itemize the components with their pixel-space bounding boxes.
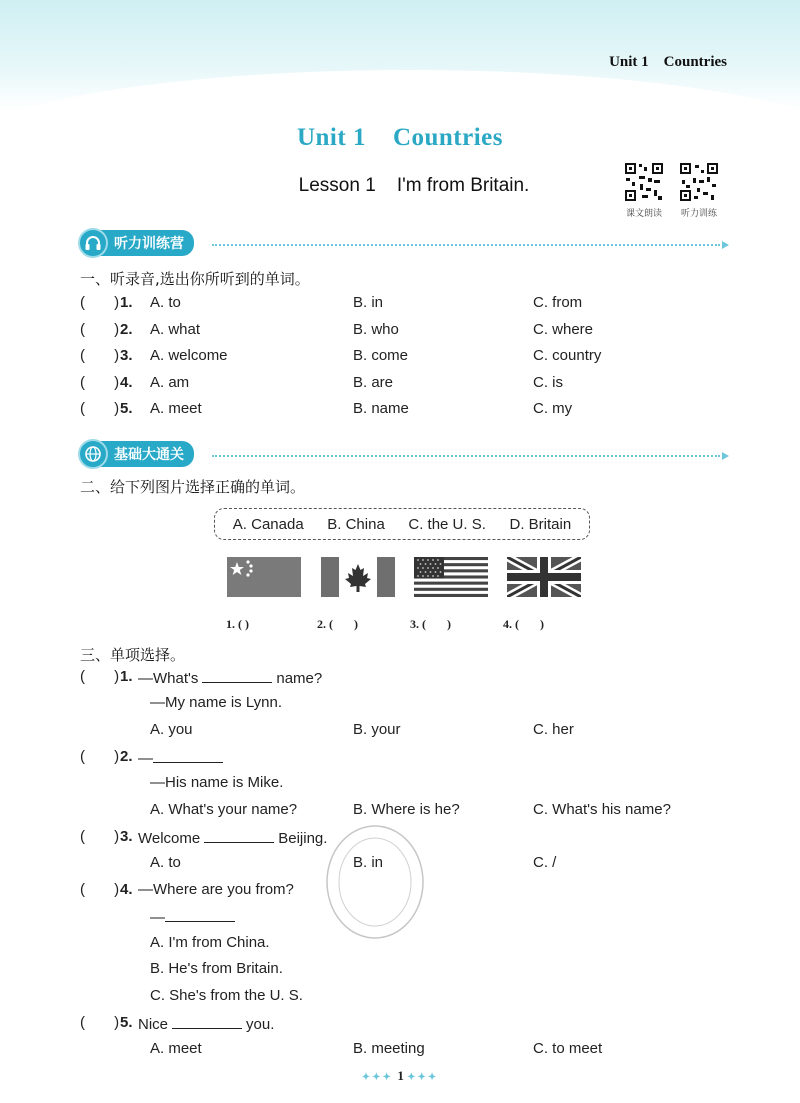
option-a: A. welcome <box>150 347 228 364</box>
page-number <box>0 1068 800 1084</box>
reply-line <box>150 907 239 926</box>
item-number: 2. <box>120 321 133 338</box>
question-2-options <box>80 801 730 821</box>
question-number: 5. <box>120 1014 133 1031</box>
question-text <box>138 1014 274 1033</box>
part1-item <box>80 321 730 341</box>
question-number: 2. <box>120 748 133 765</box>
fill-blank[interactable] <box>153 748 223 763</box>
option-a: A. to <box>150 854 181 871</box>
unit-title: Unit 1 Countries <box>296 124 504 151</box>
item-number: 4. <box>120 374 133 391</box>
answer-blank[interactable]: ( ) <box>80 668 120 685</box>
question-text <box>138 748 227 767</box>
qr-label-listening: 听力训练 <box>680 209 717 219</box>
option-a: A. meet <box>150 1040 202 1057</box>
fill-blank[interactable] <box>165 907 235 922</box>
question-number: 3. <box>120 828 133 845</box>
china-flag-icon <box>227 557 301 597</box>
answer-blank[interactable]: ( ) <box>80 828 120 845</box>
option-a: A. what <box>150 321 201 338</box>
option-b: B. name <box>353 400 409 417</box>
question-prefix: Welcome <box>138 830 201 847</box>
option-b: B. are <box>353 374 394 391</box>
part1-heading: 一、听录音,选出你所听到的单词。 <box>80 270 310 288</box>
page-number-value: 1 <box>397 1068 404 1083</box>
usa-flag-icon <box>414 557 488 597</box>
option-a: A. to <box>150 294 181 311</box>
question-suffix: you. <box>246 1016 275 1033</box>
running-header: Unit 1 Countries <box>609 54 727 70</box>
uk-flag-icon <box>507 557 581 597</box>
section-divider <box>212 455 720 457</box>
question-5-options <box>80 1040 730 1060</box>
answer-blank[interactable]: ( ) <box>80 374 120 391</box>
item-number: 5. <box>120 400 133 417</box>
option-b: B. in <box>353 854 384 871</box>
flag-answer-3[interactable]: 3. ( ) <box>410 617 451 631</box>
part1-item <box>80 374 730 394</box>
question-suffix: name? <box>276 670 323 687</box>
flag-answer-2[interactable]: 2. ( ) <box>317 617 358 631</box>
option-c: C. from <box>533 294 583 311</box>
question-5 <box>80 1014 730 1034</box>
fill-blank[interactable] <box>172 1014 242 1029</box>
watermark-stamp <box>320 820 430 950</box>
answer-blank[interactable]: ( ) <box>80 294 120 311</box>
headphones-icon <box>78 228 108 258</box>
option-b: B. meeting <box>353 1040 425 1057</box>
option-c: C. my <box>533 400 573 417</box>
section-divider <box>212 244 720 246</box>
listening-section-label: 听力训练营 <box>100 230 194 256</box>
question-prefix: —What's <box>138 670 199 687</box>
option-b: B. who <box>353 321 399 338</box>
option-b: B. He's from Britain. <box>150 960 283 977</box>
fill-blank[interactable] <box>202 668 272 683</box>
option-c: C. She's from the U. S. <box>150 987 303 1004</box>
listening-section-badge <box>78 230 194 256</box>
choice-b: B. China <box>327 515 385 533</box>
option-a: A. you <box>150 721 193 738</box>
question-1-options <box>80 721 730 741</box>
question-prefix: — <box>138 750 153 767</box>
lesson-title: Lesson 1 I'm from Britain. <box>298 175 530 196</box>
option-b: B. in <box>353 294 384 311</box>
answer-blank[interactable]: ( ) <box>80 748 120 765</box>
option-a: A. What's your name? <box>150 801 298 818</box>
decorative-stars-icon: ✦✦✦ <box>361 1072 398 1083</box>
divider-arrow-icon <box>722 241 729 249</box>
part1-item <box>80 347 730 367</box>
question-text: —Where are you from? <box>138 881 294 898</box>
question-1-reply <box>80 694 730 714</box>
option-a: A. I'm from China. <box>150 934 270 951</box>
choice-c: C. the U. S. <box>408 515 486 533</box>
basics-section-badge <box>78 441 194 467</box>
answer-blank[interactable]: ( ) <box>80 881 120 898</box>
part2-heading: 二、给下列图片选择正确的单词。 <box>80 478 306 496</box>
answer-blank[interactable]: ( ) <box>80 400 120 417</box>
choice-d: D. Britain <box>509 515 572 533</box>
flag-answer-4[interactable]: 4. ( ) <box>503 617 544 631</box>
decorative-stars-icon: ✦✦✦ <box>407 1072 439 1083</box>
option-c: C. to meet <box>533 1040 603 1057</box>
option-c: C. where <box>533 321 594 338</box>
option-c: C. is <box>533 374 563 391</box>
question-text <box>138 828 327 847</box>
qr-code-reading[interactable] <box>624 162 664 202</box>
option-a: A. am <box>150 374 190 391</box>
flag-answer-1[interactable]: 1. ( ) <box>226 617 249 631</box>
reply-prefix: — <box>150 909 165 926</box>
answer-blank[interactable]: ( ) <box>80 321 120 338</box>
option-b: B. Where is he? <box>353 801 460 818</box>
answer-blank[interactable]: ( ) <box>80 347 120 364</box>
part3-heading: 三、单项选择。 <box>80 646 186 664</box>
part1-item <box>80 400 730 420</box>
option-b: B. come <box>353 347 409 364</box>
reply-text: —His name is Mike. <box>150 774 284 791</box>
option-a: A. meet <box>150 400 202 417</box>
question-number: 4. <box>120 881 133 898</box>
choice-a: A. Canada <box>232 515 304 533</box>
part1-item <box>80 294 730 314</box>
fill-blank[interactable] <box>204 828 274 843</box>
basics-section-label: 基础大通关 <box>100 441 194 467</box>
question-4-option-c <box>80 987 730 1007</box>
option-c: C. country <box>533 347 602 364</box>
option-c: C. / <box>533 854 557 871</box>
question-suffix: Beijing. <box>278 830 328 847</box>
option-b: B. your <box>353 721 401 738</box>
question-prefix: Nice <box>138 1016 169 1033</box>
reply-text: —My name is Lynn. <box>150 694 282 711</box>
item-number: 1. <box>120 294 133 311</box>
option-c: C. What's his name? <box>533 801 671 818</box>
globe-icon <box>78 439 108 469</box>
answer-blank[interactable]: ( ) <box>80 1014 120 1031</box>
word-choice-box <box>214 508 590 540</box>
canada-flag-icon <box>321 557 395 597</box>
qr-code-listening[interactable] <box>679 162 719 202</box>
question-2-reply <box>80 774 730 794</box>
question-1 <box>80 668 730 688</box>
question-4-option-b <box>80 960 730 980</box>
qr-label-reading: 课文朗读 <box>625 209 662 219</box>
item-number: 3. <box>120 347 133 364</box>
question-text <box>138 668 322 687</box>
option-c: C. her <box>533 721 574 738</box>
question-number: 1. <box>120 668 133 685</box>
divider-arrow-icon <box>722 452 729 460</box>
question-2 <box>80 748 730 768</box>
